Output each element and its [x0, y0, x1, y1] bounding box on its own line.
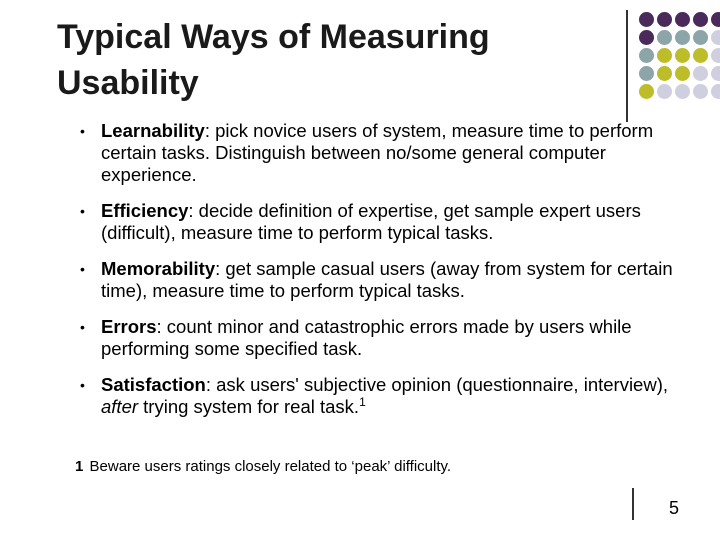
decorative-dot: [675, 84, 690, 99]
page-number: 5: [668, 498, 679, 518]
bullet-mark: •: [80, 377, 85, 393]
decorative-dot: [639, 84, 654, 99]
bullet-learnability: [80, 120, 690, 186]
decorative-dot: [711, 66, 720, 81]
bullet-mark: •: [80, 123, 85, 139]
decorative-dot-grid: [637, 10, 720, 110]
bullet-term: Satisfaction: [101, 374, 206, 395]
decorative-vertical-line-bottom: [632, 488, 634, 520]
decorative-dot: [657, 84, 672, 99]
decorative-dot: [657, 48, 672, 63]
decorative-dot: [693, 84, 708, 99]
decorative-dot: [657, 30, 672, 45]
bullet-term: Learnability: [101, 120, 205, 141]
decorative-dot: [711, 84, 720, 99]
decorative-dot: [693, 30, 708, 45]
decorative-dot: [675, 30, 690, 45]
decorative-dot: [693, 48, 708, 63]
bullet-text: : decide definition of expertise, get sample expert users (difficult), measure time to perform typical tasks.: [101, 200, 641, 243]
bullet-term: Errors: [101, 316, 157, 337]
bullet-text: : ask users' subjective opinion (questionnaire, interview),: [205, 374, 669, 395]
decorative-dot: [639, 12, 654, 27]
bullet-memorability: [80, 258, 690, 302]
title-line-2: Usability: [57, 64, 199, 102]
decorative-dot: [675, 66, 690, 81]
decorative-dot: [711, 48, 720, 63]
decorative-dot: [657, 12, 672, 27]
decorative-dot: [657, 66, 672, 81]
bullet-efficiency: [80, 200, 690, 244]
bullet-satisfaction: [80, 374, 690, 418]
decorative-dot: [639, 30, 654, 45]
bullet-text-after: trying system for real task.: [138, 396, 360, 417]
decorative-dot: [693, 66, 708, 81]
bullet-emphasis: after: [101, 396, 139, 417]
footnote-text: Beware users ratings closely related to ‘peak’ difficulty.: [89, 458, 452, 475]
decorative-dot: [693, 12, 708, 27]
decorative-vertical-line-top: [626, 10, 628, 122]
decorative-dot: [711, 12, 720, 27]
bullet-text: : count minor and catastrophic errors made by users while performing some specified task.: [101, 316, 632, 359]
decorative-dot: [639, 66, 654, 81]
slide-title: [57, 14, 617, 106]
bullet-text: : pick novice users of system, measure time to perform certain tasks. Distinguish between no/some general computer experience.: [101, 120, 654, 185]
decorative-dot: [675, 12, 690, 27]
bullet-term: Efficiency: [101, 200, 189, 221]
bullet-list: [80, 120, 690, 432]
decorative-dot: [711, 30, 720, 45]
bullet-mark: •: [80, 203, 85, 219]
decorative-dot: [639, 48, 654, 63]
decorative-dot: [675, 48, 690, 63]
title-line-1: Typical Ways of Measuring: [57, 18, 490, 56]
footnote: [75, 457, 635, 477]
footnote-reference: 1: [359, 394, 366, 409]
bullet-term: Memorability: [101, 258, 216, 279]
bullet-mark: •: [80, 319, 85, 335]
bullet-mark: •: [80, 261, 85, 277]
footnote-number: 1: [75, 458, 84, 475]
bullet-errors: [80, 316, 690, 360]
bullet-text: : get sample casual users (away from system for certain time), measure time to perform typical tasks.: [101, 258, 673, 301]
